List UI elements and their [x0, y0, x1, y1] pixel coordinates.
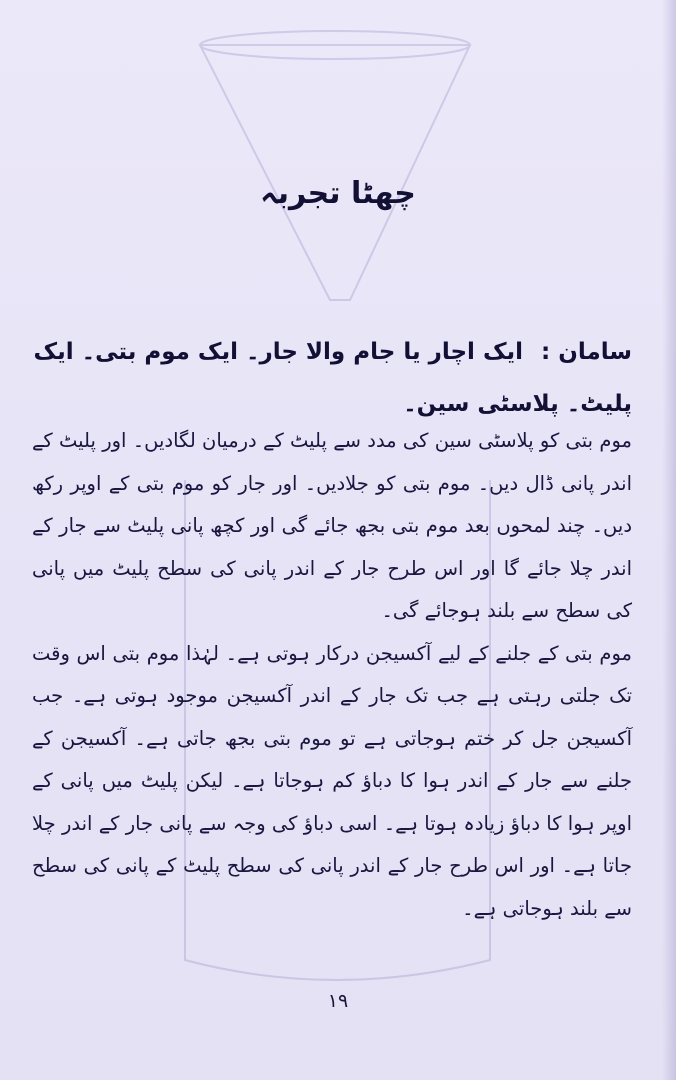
materials-label: سامان :	[541, 339, 632, 365]
materials-line	[32, 326, 632, 430]
paragraph-1: موم بتی کو پلاسٹی سین کی مدد سے پلیٹ کے درمیان لگادیں۔ اور پلیٹ کے اندر پانی ڈال دیں۔ موم بتی کو جلادیں۔ اور جار کو موم بتی کے اوپر رکھ دیں۔ چند لمحوں بعد موم بتی بجھ جائے گی اور کچھ پانی پلیٹ سے جار کے اندر چلا جائے گا اور اس طرح جار کے اندر پانی کی سطح پلیٹ میں پانی کی سطح سے بلند ہوجائے گی۔	[32, 429, 632, 622]
paragraph-2: موم بتی کے جلنے کے لیے آکسیجن درکار ہوتی ہے۔ لہٰذا موم بتی اس وقت تک جلتی رہتی ہے جب تک جار کے اندر آکسیجن موجود ہوتی ہے۔ جب آکسیجن جل کر ختم ہوجاتی ہے تو موم بتی بجھ جاتی ہے۔ آکسیجن کے جلنے سے جار کے اندر ہوا کا دباؤ کم ہوجاتا ہے۔ لیکن پلیٹ میں پانی کے اوپر ہوا کا دباؤ زیادہ ہوتا ہے۔ اسی دباؤ کی وجہ سے پانی جار کے اندر چلا جاتا ہے۔ اور اس طرح جار کے اندر پانی کی سطح پلیٹ کے پانی کی سطح سے بلند ہوجاتی ہے۔	[32, 641, 632, 920]
ghost-funnel-shape	[200, 45, 470, 300]
page-number: ۱۹	[327, 990, 349, 1012]
page-edge-shadow	[662, 0, 676, 1080]
page-title: چھٹا تجربہ	[260, 176, 416, 211]
materials-text: ایک اچار یا جام والا جار۔ ایک موم بتی۔ ایک پلیٹ۔ پلاسٹی سین۔	[33, 339, 632, 417]
body-text	[32, 420, 632, 930]
